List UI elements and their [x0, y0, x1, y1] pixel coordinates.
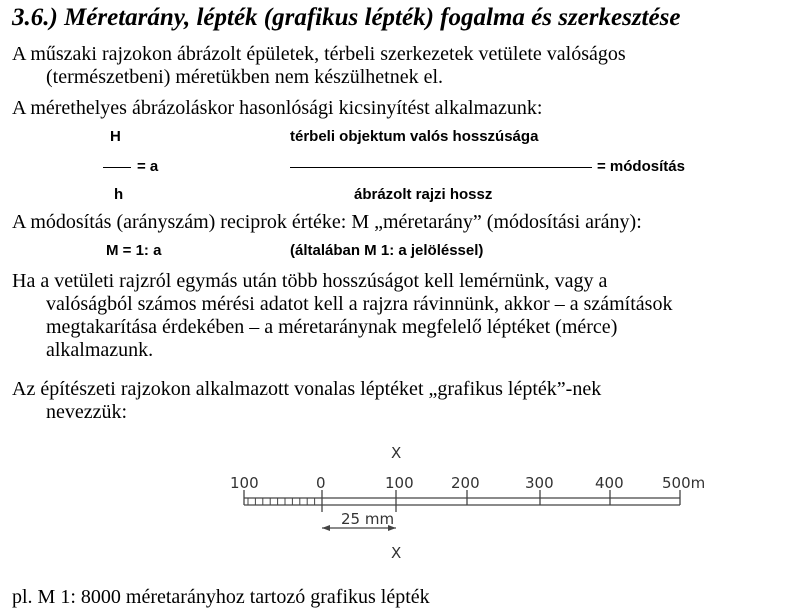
scale-marker-bottom: X [391, 544, 402, 562]
paragraph-1-line-2: (természetbeni) méretükben nem készülhetnek el. [46, 66, 444, 88]
paragraph-5-line-1: Az építészeti rajzokon alkalmazott vonalas léptéket „grafikus lépték”-nek [12, 378, 602, 400]
formula-eq-modositas: = módosítás [597, 158, 685, 175]
paragraph-4-line-1: Ha a vetületi rajzról egymás után több hosszúságot kell lemérnünk, vagy a [12, 270, 608, 292]
figure-caption: pl. M 1: 8000 méretarányhoz tartozó grafikus lépték [12, 586, 430, 608]
formula-m-note: (általában M 1: a jelöléssel) [290, 242, 484, 259]
formula-H: H [110, 128, 121, 145]
dimension-label: 25 mm [341, 510, 395, 528]
tick-label-100: 100 [385, 474, 414, 492]
paragraph-4-line-3: megtakarítása érdekében – a méretaránynak megfelelő léptéket (mérce) [46, 316, 618, 338]
formula-m-definition: M = 1: a [106, 242, 162, 259]
tick-label-400: 400 [595, 474, 624, 492]
tick-label-200: 200 [451, 474, 480, 492]
scale-bar-major-ticks [244, 490, 680, 512]
tick-label-100-left: 100 [230, 474, 259, 492]
paragraph-2: A mérethelyes ábrázoláskor hasonlósági kicsinyítést alkalmazunk: [12, 97, 543, 119]
formula-numerator: térbeli objektum valós hosszúsága [290, 128, 539, 145]
paragraph-5-line-2: nevezzük: [46, 401, 128, 423]
paragraph-4-line-4: alkalmazunk. [46, 339, 154, 361]
scale-marker-top: X [391, 444, 402, 462]
tick-label-500m: 500m [662, 474, 706, 492]
paragraph-3: A módosítás (arányszám) reciprok értéke: M „méretarány” (módosítási arány): [12, 211, 642, 233]
paragraph-4-line-2: valóságból számos mérési adatot kell a rajzra rávinnünk, akkor – a számítások [46, 293, 673, 315]
paragraph-1-line-1: A műszaki rajzokon ábrázolt épületek, térbeli szerkezetek vetülete valóságos [12, 43, 626, 65]
tick-label-300: 300 [525, 474, 554, 492]
formula-eq-a: = a [137, 158, 159, 175]
section-title: 3.6.) Méretarány, lépték (grafikus lépték) fogalma és szerkesztése [12, 4, 681, 31]
formula-denominator: ábrázolt rajzi hossz [354, 186, 493, 203]
tick-label-0: 0 [316, 474, 326, 492]
scale-bar-minor-ticks [248, 498, 315, 505]
formula-h: h [114, 186, 124, 203]
